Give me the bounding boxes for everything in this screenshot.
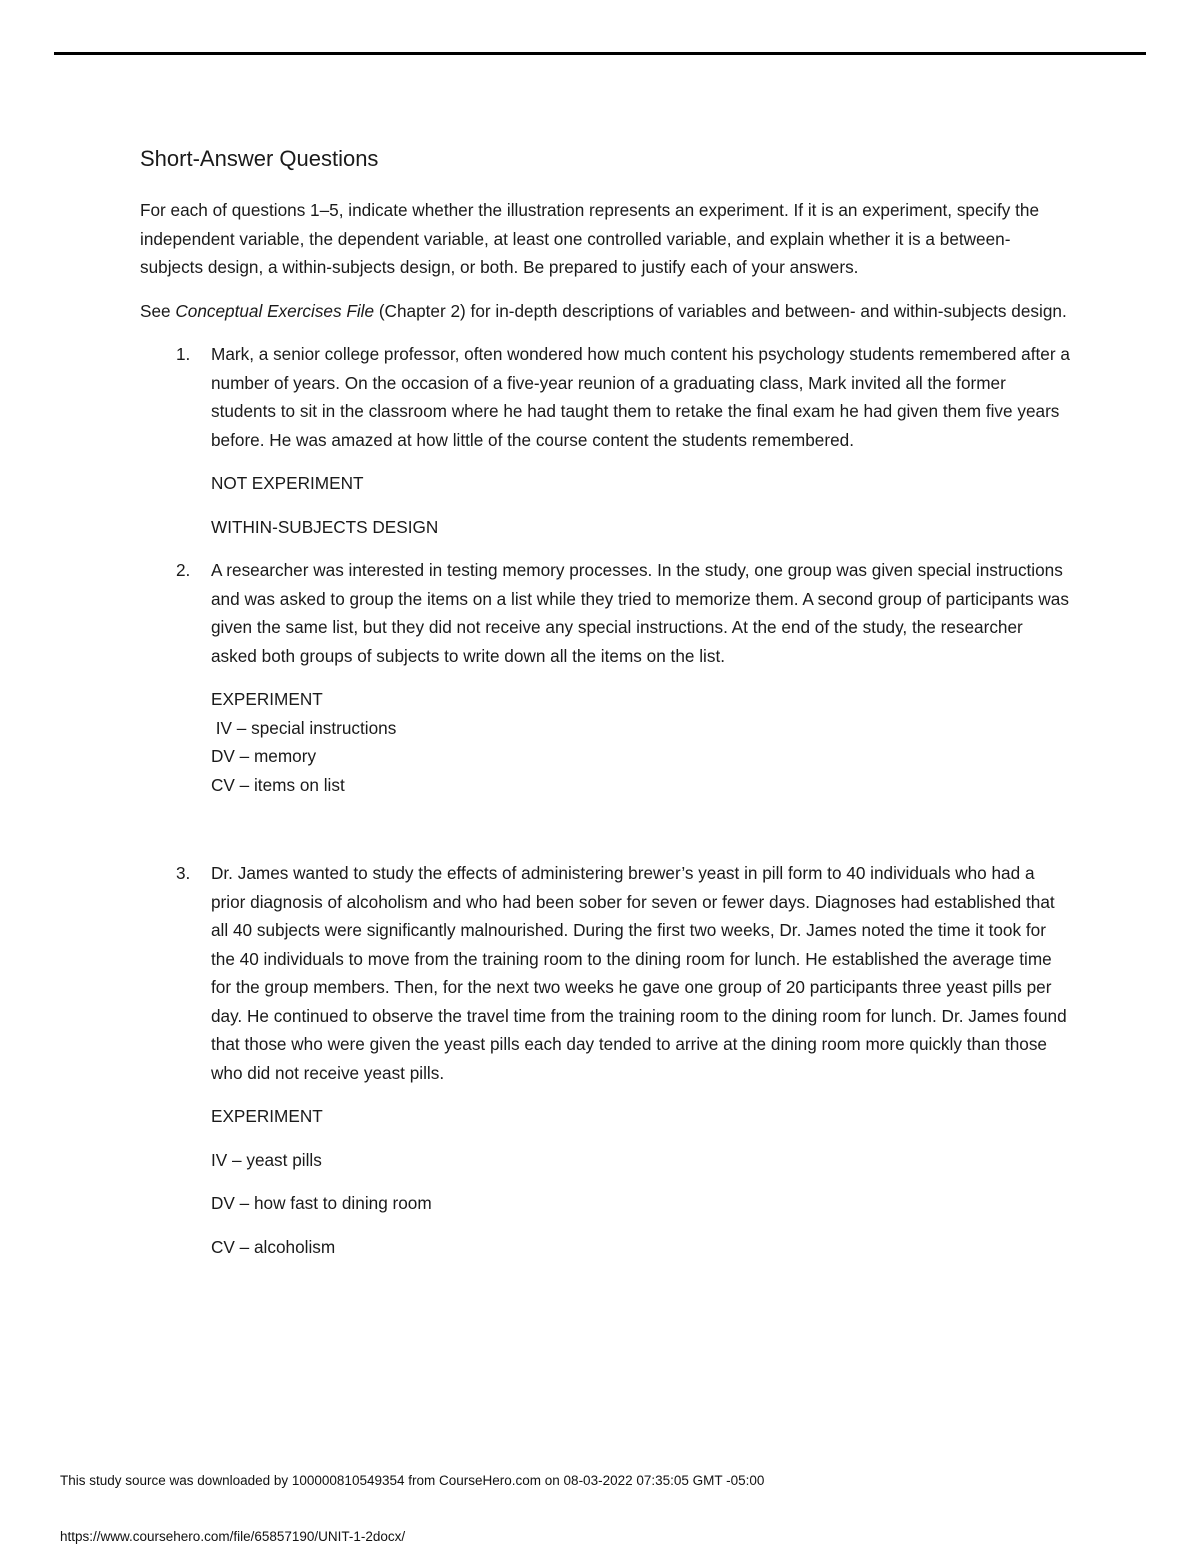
question-number: 3. — [176, 863, 191, 883]
answer-line: EXPERIMENT — [211, 689, 323, 709]
answer-line: DV – memory — [211, 746, 317, 766]
answer-line: CV – items on list — [211, 774, 345, 795]
answer-line: EXPERIMENT — [211, 1106, 323, 1126]
answer-line: DV – how fast to dining room — [211, 1193, 432, 1213]
answer-line: WITHIN-SUBJECTS DESIGN — [211, 516, 439, 537]
page-title: Short-Answer Questions — [140, 146, 379, 171]
see-note-suffix: (Chapter 2) for in-depth descriptions of variables and between- and within-subjects design. — [374, 300, 1067, 321]
answer-line: IV – special instructions — [211, 717, 397, 738]
document-body — [140, 143, 1070, 1276]
question-list — [140, 340, 1070, 1261]
answer-line: CV – alcoholism — [211, 1236, 336, 1257]
source-url-link[interactable]: https://www.coursehero.com/file/65857190/UNIT-1-2docx/ — [60, 1529, 406, 1544]
answer-line: IV – yeast pills — [211, 1149, 322, 1170]
see-note-file-reference: Conceptual Exercises File — [175, 300, 375, 321]
intro-paragraph: For each of questions 1–5, indicate whether the illustration represents an experiment. If it is an experiment, specify the independent variable, the dependent variable, at least one controlled variable, and explain whether it is a between-subjects design, a within-subjects design, or both. Be prepared to justify each of your answers. — [140, 200, 1040, 277]
answer-line: NOT EXPERIMENT — [211, 473, 364, 493]
question-item-3 — [140, 859, 1070, 1261]
question-text: Dr. James wanted to study the effects of administering brewer’s yeast in pill form to 40 individuals who had a prior diagnosis of alcoholism and who had been sober for seven or fewer days. Diagnoses had established that all 40 subjects were significantly malnourished. During the first two weeks, Dr. James noted the time it took for the 40 individuals to move from the training room to the dining room for lunch. He established the average time for the group members. Then, for the next two weeks he gave one group of 20 participants three yeast pills per day. He continued to observe the travel time from the training room to the dining room for lunch. Dr. James found that those who were given the yeast pills each day tended to arrive at the dining room more quickly than those who did not receive yeast pills. — [211, 863, 1067, 1083]
question-item-2 — [140, 556, 1070, 859]
see-note-prefix: See — [140, 300, 176, 321]
spacer — [211, 799, 1070, 859]
question-number: 2. — [176, 560, 191, 580]
top-rule — [54, 52, 1146, 55]
question-text: Mark, a senior college professor, often wondered how much content his psychology students remembered after a number of years. On the occasion of a five-year reunion of a graduating class, Mark invited all the former students to sit in the classroom where he had taught them to retake the final exam he had given them five years before. He was amazed at how little of the course content the students remembered. — [211, 344, 1070, 450]
question-item-1 — [140, 340, 1070, 541]
question-text: A researcher was interested in testing memory processes. In the study, one group was given special instructions and was asked to group the items on a list while they tried to memorize them. A second group of participants was given the same list, but they did not receive any special instructions. At the end of the study, the researcher asked both groups of subjects to write down all the items on the list. — [211, 560, 1069, 666]
download-source-notice: This study source was downloaded by 100000810549354 from CourseHero.com on 08-03-2022 07:35:05 GMT -05:00 — [60, 1473, 765, 1488]
question-number: 1. — [176, 344, 191, 364]
see-note-paragraph — [140, 297, 1070, 326]
